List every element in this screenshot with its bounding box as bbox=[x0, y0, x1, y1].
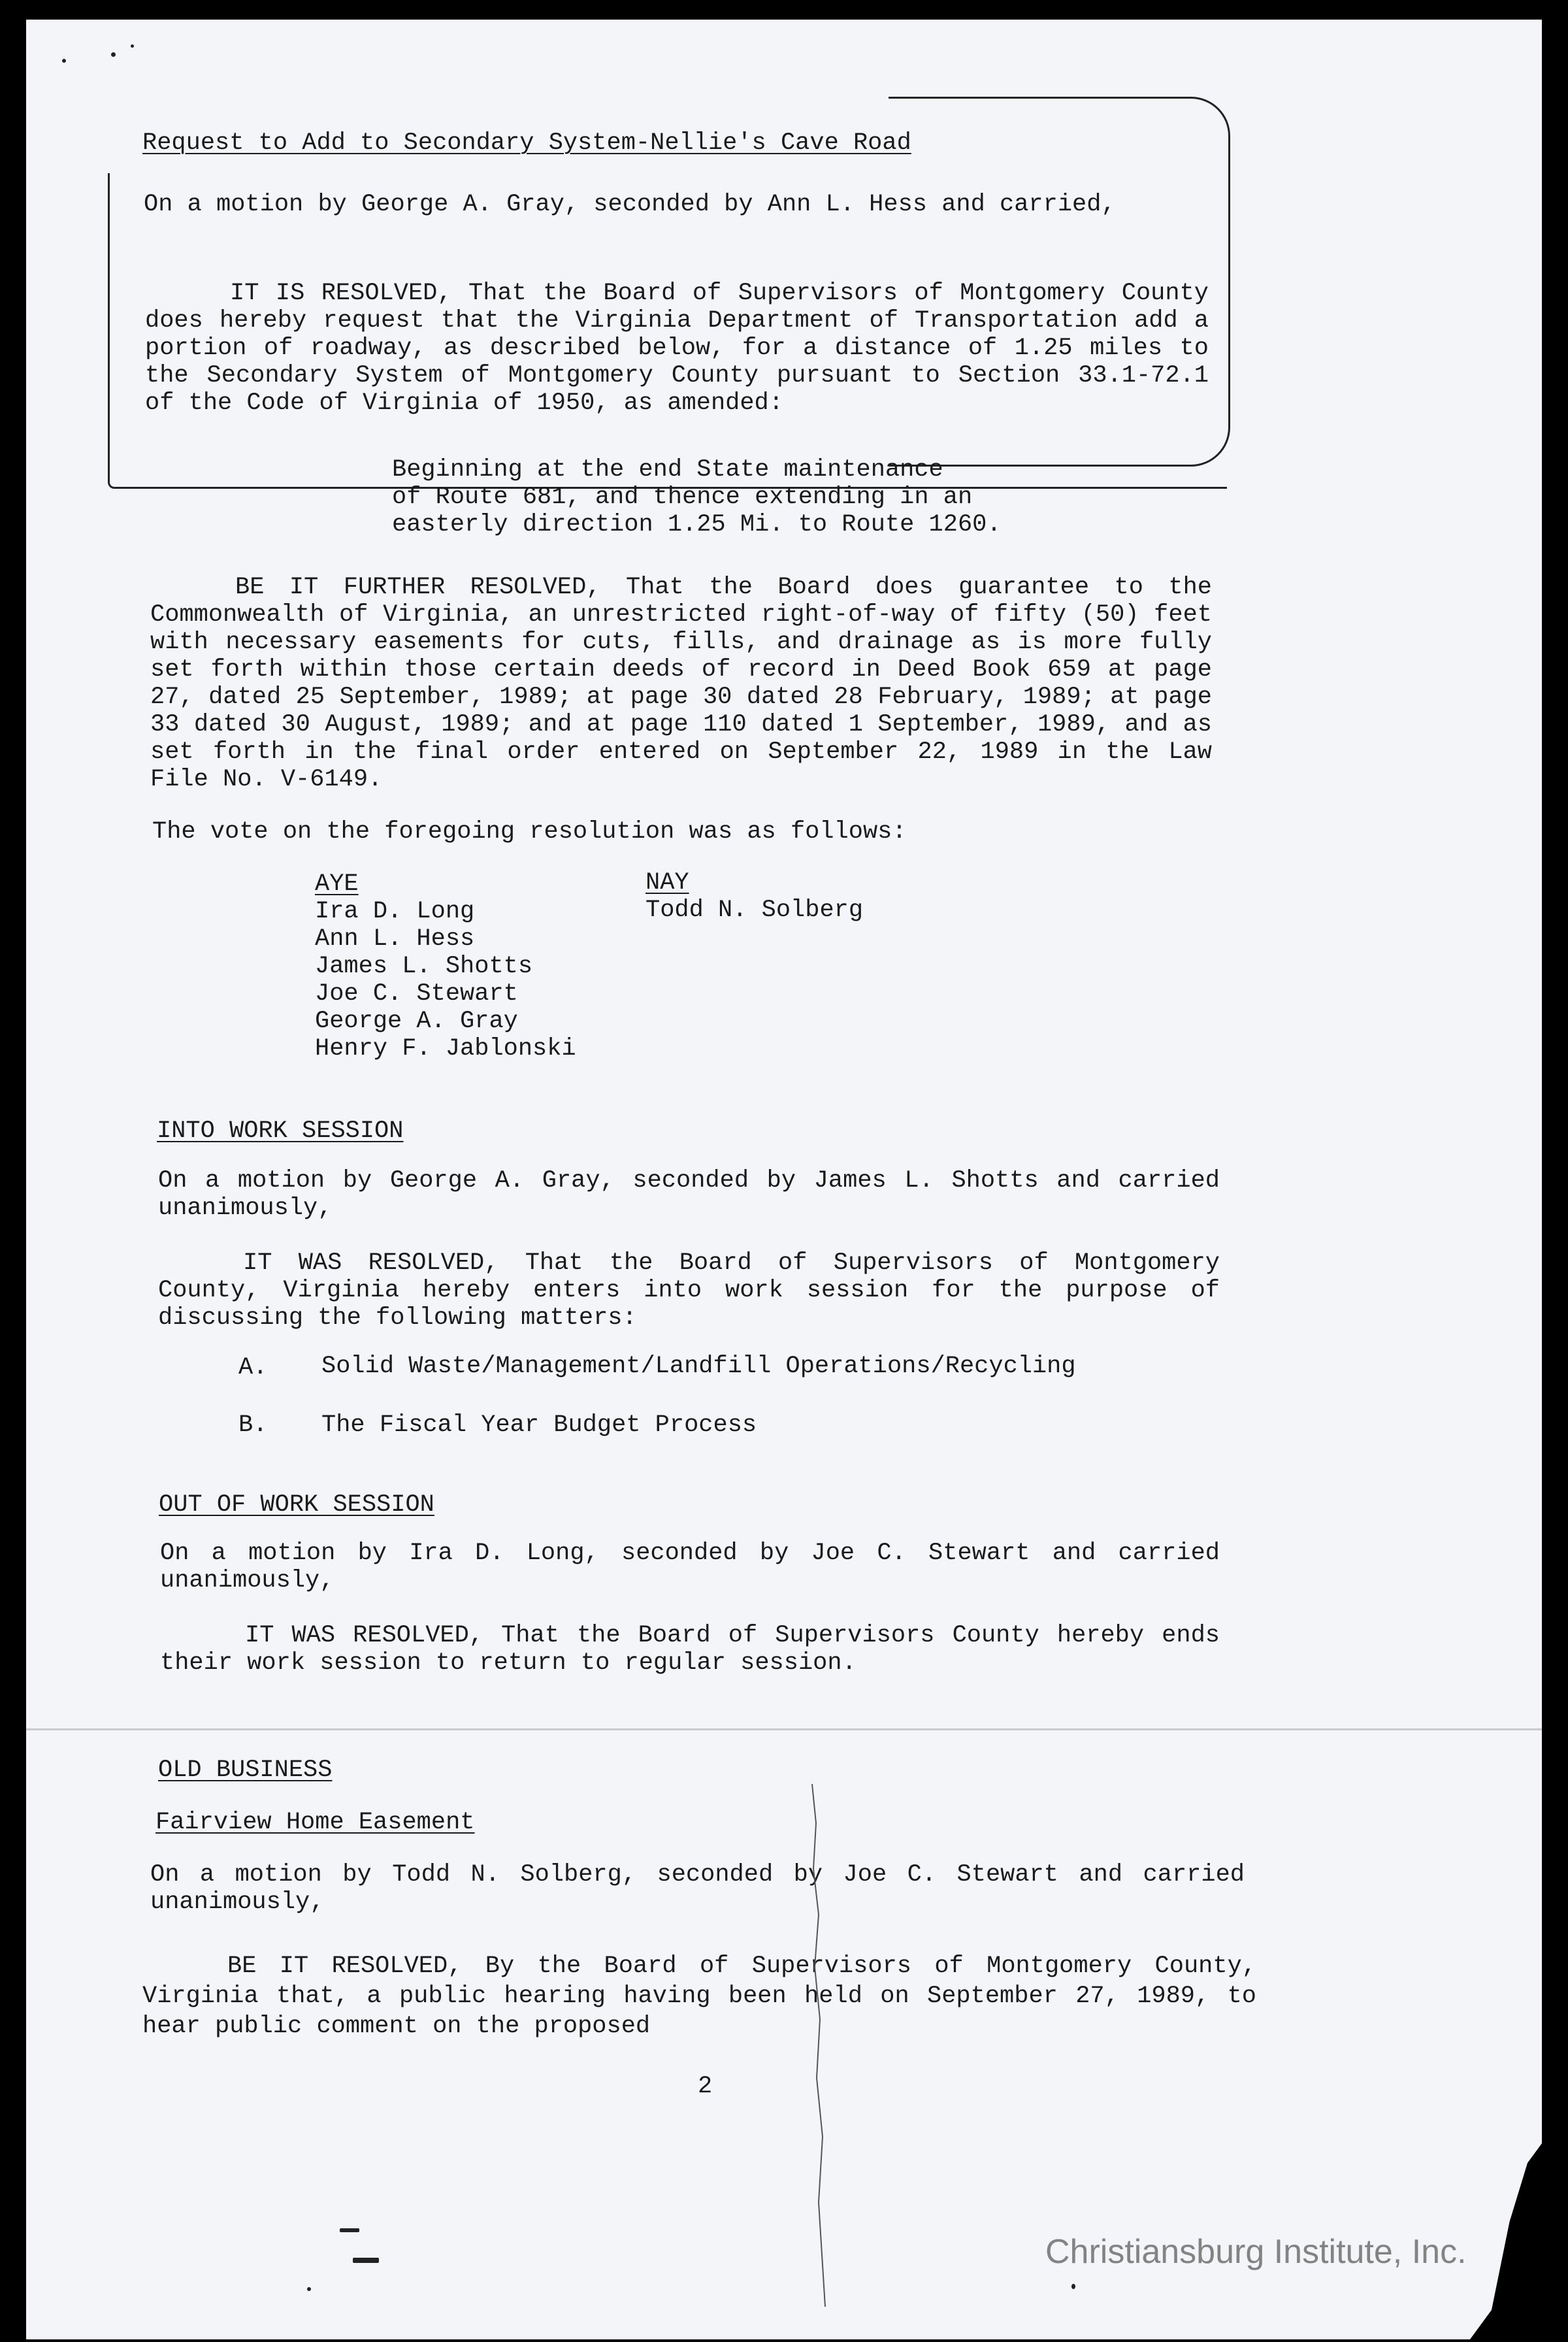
section-subheading: Fairview Home Easement bbox=[155, 1809, 475, 1836]
resolution-paragraph: IT IS RESOLVED, That the Board of Supervisors of Montgomery County does hereby request that the Virginia Department of Transportation add a portion of roadway, as described below, for a distance of 1.25 miles to the Secondary System of Montgomery County pursuant to Section 33.1-72.1 of the Code of Virginia of 1950, as amended: bbox=[145, 280, 1209, 417]
route-description-line: easterly direction 1.25 Mi. to Route 1260. bbox=[392, 511, 1002, 538]
list-item-letter: A. bbox=[238, 1354, 268, 1381]
route-description-line: of Route 681, and thence extending in an bbox=[392, 484, 973, 511]
speck bbox=[1071, 2284, 1075, 2289]
list-item-text: Solid Waste/Management/Landfill Operations/Recycling bbox=[321, 1353, 1076, 1380]
speck bbox=[353, 2258, 379, 2263]
aye-voter: Ira D. Long bbox=[315, 898, 475, 925]
aye-voter: James L. Shotts bbox=[315, 953, 533, 980]
aye-voter: Ann L. Hess bbox=[315, 925, 475, 953]
list-item-letter: B. bbox=[238, 1411, 268, 1439]
document-page bbox=[26, 20, 1542, 2339]
list-item-text: The Fiscal Year Budget Process bbox=[321, 1411, 757, 1439]
aye-label: AYE bbox=[315, 870, 359, 898]
route-description-line: Beginning at the end State maintenance bbox=[392, 456, 943, 484]
motion-paragraph: On a motion by George A. Gray, seconded by James L. Shotts and carried unanimously, bbox=[158, 1167, 1220, 1222]
section-heading: INTO WORK SESSION bbox=[157, 1117, 404, 1145]
speck bbox=[340, 2228, 359, 2232]
speck bbox=[131, 44, 134, 48]
speck bbox=[111, 52, 116, 57]
speck bbox=[307, 2287, 311, 2291]
resolution-paragraph: BE IT RESOLVED, By the Board of Supervisors of Montgomery County, Virginia that, a public hearing having been held on September 27, 1989, to hear public comment on the proposed bbox=[142, 1953, 1256, 2040]
vote-intro: The vote on the foregoing resolution was as follows: bbox=[152, 818, 907, 846]
speck bbox=[62, 59, 66, 63]
nay-voter: Todd N. Solberg bbox=[645, 897, 864, 924]
watermark: Christiansburg Institute, Inc. bbox=[1045, 2233, 1467, 2271]
further-resolution-paragraph: BE IT FURTHER RESOLVED, That the Board does guarantee to the Commonwealth of Virginia, an unrestricted right-of-way of fifty (50) feet with necessary easements for cuts, fills, and drainage as is more fully set forth within those certain deeds of record in Deed Book 659 at page 27, dated 25 September, 1989; at page 30 dated 28 February, 1989; at page 33 dated 30 August, 1989; and at page 110 dated 1 September, 1989, and as set forth in the final order entered on September 22, 1989 in the Law File No. V-6149. bbox=[150, 574, 1212, 793]
section-heading: OUT OF WORK SESSION bbox=[159, 1491, 434, 1519]
aye-voter: Henry F. Jablonski bbox=[315, 1035, 576, 1063]
nay-label: NAY bbox=[645, 869, 689, 897]
motion-paragraph: On a motion by Todd N. Solberg, seconded by Joe C. Stewart and carried unanimously, bbox=[150, 1861, 1245, 1916]
section-heading: OLD BUSINESS bbox=[158, 1756, 333, 1784]
resolution-paragraph: IT WAS RESOLVED, That the Board of Supervisors County hereby ends their work session to return to regular session. bbox=[160, 1622, 1220, 1677]
section-heading: Request to Add to Secondary System-Nellie's Cave Road bbox=[142, 129, 911, 157]
torn-corner bbox=[1470, 2143, 1542, 2339]
page-number: 2 bbox=[698, 2073, 713, 2100]
motion-paragraph: On a motion by Ira D. Long, seconded by Joe C. Stewart and carried unanimously, bbox=[160, 1540, 1220, 1594]
aye-voter: Joe C. Stewart bbox=[315, 980, 518, 1008]
resolution-paragraph: IT WAS RESOLVED, That the Board of Supervisors of Montgomery County, Virginia hereby enters into work session for the purpose of discussing the following matters: bbox=[158, 1249, 1220, 1332]
motion-paragraph: On a motion by George A. Gray, seconded by Ann L. Hess and carried, bbox=[144, 191, 1116, 218]
aye-voter: George A. Gray bbox=[315, 1008, 518, 1035]
paper-fold bbox=[26, 1728, 1542, 1730]
